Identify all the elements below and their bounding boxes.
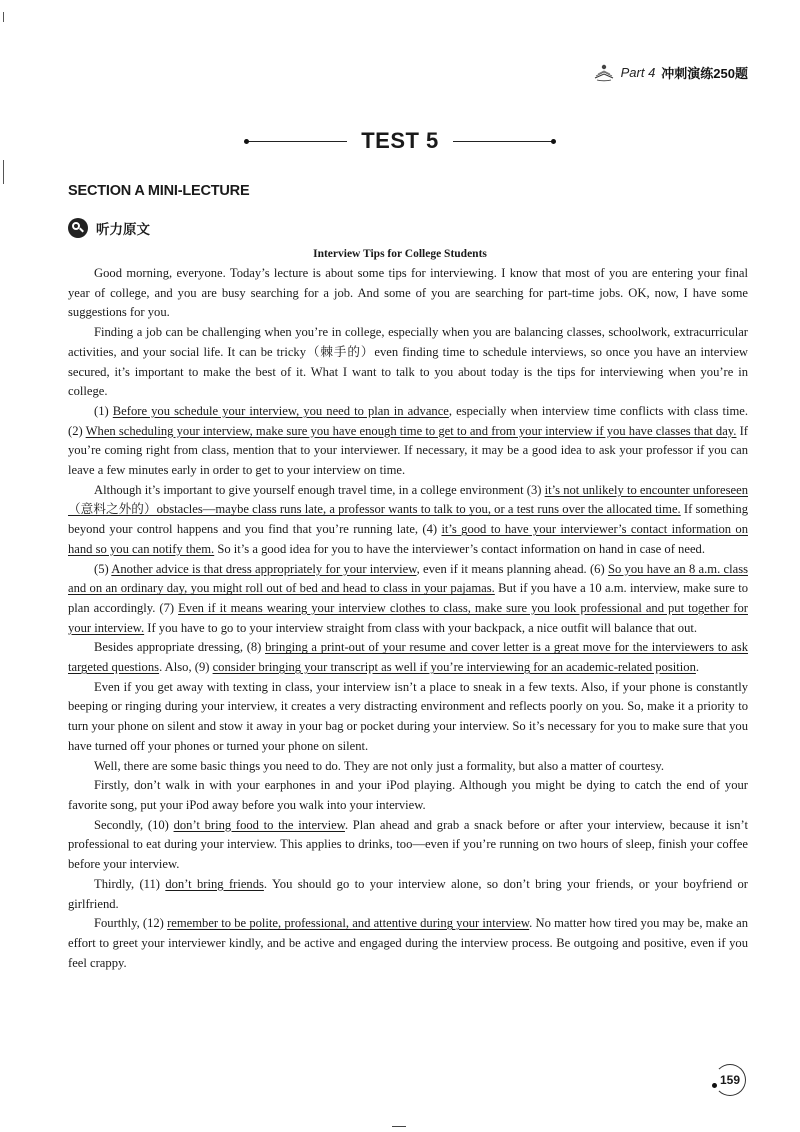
sub-heading [68, 218, 150, 238]
test-title-bar [0, 128, 800, 154]
bottom-mark [392, 1126, 406, 1127]
article-title: Interview Tips for College Students [313, 248, 487, 260]
text-run: Well, there are some basic things you need to do. They are not only just a formality, but also a matter of courtesy. [94, 758, 664, 773]
text-run: Finding a job can be challenging when you’re in college, especially when you are balancing classes, schoolwork, extracurricular activities, and your social life. It can be tricky（棘手的）even finding time to schedule interviews, so once you have an interview secured, it’s important to make the best of it. What I want to talk to you about today is the tips for interviewing when you’re in college. [68, 325, 748, 399]
header-title: 冲刺演练250题 [661, 65, 748, 81]
paragraph [68, 560, 748, 639]
answer-underline: Another advice is that dress appropriately for your interview [111, 561, 417, 576]
text-run: (1) [94, 403, 113, 418]
answer-underline: don’t bring food to the interview [173, 817, 345, 832]
text-run: . No matter how tired you may be, make an effort to greet your interviewer kindly, and be active and engaged during the interview process. Be outgoing and positive, even if you feel crappy. [68, 916, 749, 970]
paragraph [68, 481, 748, 560]
page-number-dot [712, 1083, 717, 1088]
answer-underline: it’s not unlikely to encounter unforeseen（意料之外的）obstacles—maybe class runs late, a professor wants to talk to you, or a test runs over the allocated time. [68, 482, 748, 517]
sub-heading-text: 听力原文 [96, 222, 150, 238]
text-run: . Also, (9) [159, 660, 213, 675]
text-run: , especially when interview time conflicts with class time. (2) [68, 403, 748, 438]
text-run: Secondly, (10) [94, 817, 174, 832]
answer-underline: it’s good to have your interviewer’s contact information on hand so you can notify them. [68, 522, 748, 556]
page-number-badge [714, 1064, 746, 1096]
answer-underline: remember to be polite, professional, and attentive during your interview [167, 916, 530, 931]
paragraph [68, 638, 748, 677]
paragraph [68, 776, 748, 815]
answer-underline: So you have an 8 a.m. class and on an ordinary day, you might roll out of bed and head to class in your pajamas. [68, 561, 749, 596]
answer-underline: don’t bring friends [165, 876, 264, 891]
text-run: , even if it means planning ahead. (6) [416, 561, 608, 576]
magnifier-icon [68, 218, 88, 238]
paragraph [68, 816, 748, 875]
paragraph [68, 875, 748, 914]
test-title: TEST 5 [361, 128, 439, 153]
text-run: Good morning, everyone. Today’s lecture is about some tips for interviewing. I know that most of you are entering your final year of college, and you are busy searching for a job. And some of you are searching for part-time jobs. OK, now, I have some suggestions for you. [68, 266, 748, 320]
answer-underline: Even if it means wearing your interview clothes to class, make sure you look professional and put together for your interview. [68, 600, 748, 635]
page-number: 159 [719, 1073, 741, 1087]
paragraph [68, 402, 748, 481]
text-run: . [695, 660, 700, 675]
text-run: Even if you get away with texting in class, your interview isn’t a place to sneak in a few texts. Also, if your phone is constantly beeping or ringing during your interview, it creates a very distracting environment and reflects poorly on you. So, make it a priority to turn your phone on silent and stow it away in your bag or pocket during your interview. So it’s necessary for you to make sure that you have turned off your phones or turned your phone on silent. [68, 679, 748, 753]
article-body [68, 264, 748, 973]
paragraph [68, 914, 748, 973]
title-rule-left [247, 141, 347, 142]
header-part: Part 4 [620, 64, 656, 80]
answer-underline: consider bringing your transcript as well if you’re interviewing for an academic-related position [212, 660, 696, 675]
text-run: . You should go to your interview alone, so don’t bring your friends, or your boyfriend or girlfriend. [68, 876, 748, 911]
text-run: Firstly, don’t walk in with your earphones in and your iPod playing. Although you might be dying to catch the end of your favorite song, put your iPod away before you walk into your interview. [68, 778, 748, 812]
text-run: If you’re coming right from class, mention that to your interviewer. If necessary, it may be a good idea to ask your professor if you can leave a few minutes early in order to get to your interview on time. [68, 423, 748, 478]
paragraph [68, 678, 748, 757]
paragraph [68, 264, 748, 323]
text-run: If you have to go to your interview straight from class with your backpack, a nice outfit will balance that out. [144, 620, 698, 635]
text-run: Fourthly, (12) [94, 916, 168, 931]
paragraph [68, 323, 748, 402]
text-run: If something beyond your control happens and you find that you’re running late, (4) [68, 502, 748, 537]
margin-mark [3, 160, 4, 184]
text-run: Besides appropriate dressing, (8) [94, 640, 266, 655]
text-run: . Plan ahead and grab a snack before or after your interview, because it isn’t professional to eat during your interview. This applies to drinks, too—even if you’re running on two hours of sleep, finish your coffee before your interview. [68, 817, 749, 872]
section-heading: SECTION A MINI-LECTURE [68, 183, 250, 199]
paragraph [68, 757, 748, 777]
text-run: (5) [94, 561, 112, 576]
running-head [593, 62, 748, 82]
title-rule-right [453, 141, 553, 142]
answer-underline: When scheduling your interview, make sure you have enough time to get to and from your interview if you have classes that day. [85, 423, 737, 438]
book-icon [593, 62, 615, 82]
text-run: But if you have a 10 a.m. interview, make sure to plan accordingly. (7) [68, 581, 748, 615]
text-run: So it’s a good idea for you to have the interviewer’s contact information on hand in case of need. [214, 541, 705, 556]
text-run: Although it’s important to give yourself enough travel time, in a college environment (3) [94, 482, 545, 497]
answer-underline: Before you schedule your interview, you need to plan in advance [112, 403, 449, 418]
answer-underline: bringing a print-out of your resume and cover letter is a great move for the interviewers to ask targeted questions [68, 640, 749, 675]
margin-mark [3, 12, 4, 22]
text-run: Thirdly, (11) [94, 876, 166, 891]
